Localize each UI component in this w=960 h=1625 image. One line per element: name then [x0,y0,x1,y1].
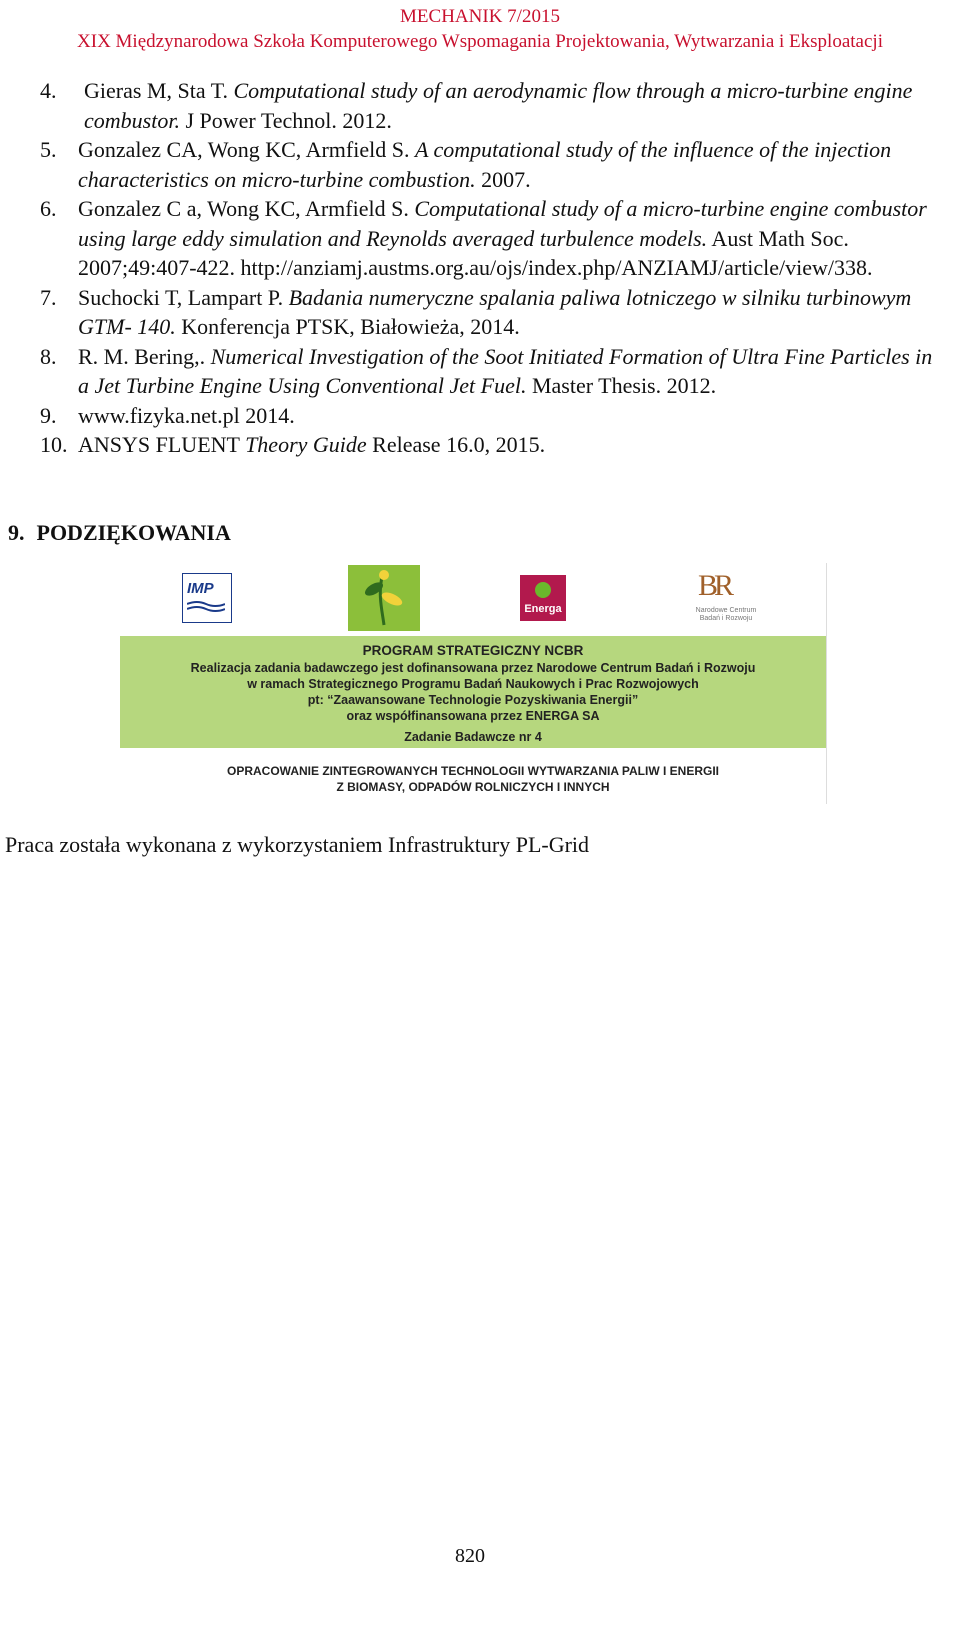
reference-number: 6. [40,196,57,221]
wave-icon [187,600,225,614]
ncbr-logo-subtitle: Narodowe Centrum Badań i Rozwoju [695,607,757,622]
program-box [120,636,826,748]
project-title-line: OPRACOWANIE ZINTEGROWANYCH TECHNOLOGII WYTWARZANIA PALIW I ENERGII [227,764,719,778]
reference-authors: Gieras M, Sta T. [84,78,234,103]
reference-title: Badania numeryczne spalania paliwa lotniczego w silniku turbinowym GTM- 140. [78,284,912,339]
program-line: w ramach Strategicznego Programu Badań Naukowych i Prac Rozwojowych [247,677,699,691]
reference-title: Computational study of an aerodynamic flow through a micro-turbine engine combustor. [84,78,913,133]
reference-number: 5. [40,137,57,162]
reference-authors: Gonzalez C a, Wong KC, Armfield S. [78,196,415,221]
reference-authors: Gonzalez CA, Wong KC, Armfield S. [78,137,415,162]
journal-issue: MECHANIK 7/2015 [400,6,560,27]
program-line: pt: “Zaawansowane Technologie Pozyskiwania Energii” [307,693,639,707]
sprout-icon [348,565,420,631]
reference-title: Theory Guide [245,432,367,457]
section-heading [8,520,231,546]
ncbr-logo-text: BR [698,569,731,602]
reference-item [40,76,940,135]
reference-item [40,194,940,283]
page-number: 820 [455,1545,485,1567]
task-label: Zadanie Badawcze nr 4 [404,730,542,744]
reference-source: J Power Technol. 2012. [179,107,392,133]
section-number: 9. [8,520,25,545]
reference-item [40,342,940,401]
reference-number: 4. [40,78,57,103]
reference-title: Computational study of a micro-turbine engine combustor using large eddy simulation and Reynolds averaged turbulence models. [78,196,927,251]
reference-source: Konferencja PTSK, Białowieża, 2014. [175,314,520,339]
reference-list [40,76,940,460]
reference-source: 2007. [475,166,531,192]
energa-logo [520,575,566,621]
reference-authors: ANSYS FLUENT [78,432,246,457]
program-line: oraz współfinansowana przez ENERGA SA [346,709,600,723]
reference-link: www.fizyka.net.pl 2014. [78,402,295,428]
ncbr-logo [686,569,766,629]
reference-number: 7. [40,284,57,310]
reference-source: Aust Math Soc. 2007;49:407-422. http://anziamj.austms.org.au/ojs/index.php/ANZIAMJ/article/view/338. [78,225,873,280]
acknowledgement-text: Praca została wykonana z wykorzystaniem Infrastruktury PL-Grid [5,832,590,857]
energa-dot-icon [535,582,551,598]
section-title: PODZIĘKOWANIA [36,520,231,545]
reference-item [40,401,940,431]
reference-number: 10. [40,432,68,457]
imp-logo [182,573,232,623]
program-line: Realizacja zadania badawczego jest dofinansowana przez Narodowe Centrum Badań i Rozwoju [190,661,756,675]
reference-number: 8. [40,343,57,369]
reference-item [40,430,940,460]
reference-item [40,135,940,194]
running-header [0,4,960,54]
reference-authors: R. M. Bering,. [78,343,211,369]
reference-source: Master Thesis. 2012. [526,373,717,398]
reference-number: 9. [40,402,57,428]
reference-authors: Suchocki T, Lampart P. [78,284,289,310]
reference-title: Numerical Investigation of the Soot Initiated Formation of Ultra Fine Particles in a Jet Turbine Engine Using Conventional Jet Fuel. [78,343,933,398]
reference-source: Release 16.0, 2015. [366,432,546,457]
logo-row [120,563,826,636]
project-title-box [120,748,826,804]
reference-title: A computational study of the influence of the injection characteristics on micro-turbine combustion. [78,137,892,192]
conference-name: XIX Międzynarodowa Szkoła Komputerowego Wspomagania Projektowania, Wytwarzania i Eksploatacji [77,31,883,52]
imp-logo-text: IMP [187,580,214,597]
program-title: PROGRAM STRATEGICZNY NCBR [362,643,584,658]
project-title-line: Z BIOMASY, ODPADÓW ROLNICZYCH I INNYCH [336,780,610,794]
funding-banner [120,563,827,804]
energa-logo-text: Energa [524,603,562,615]
leaf-logo [348,565,420,631]
reference-item [40,283,940,342]
